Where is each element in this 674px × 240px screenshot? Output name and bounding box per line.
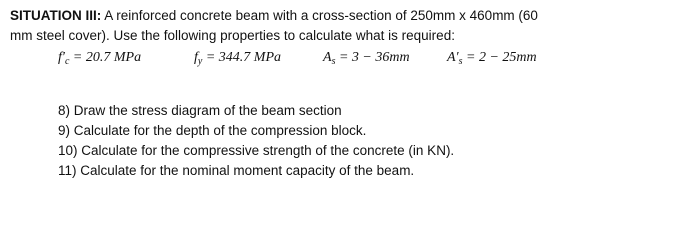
situation-label: SITUATION III: — [10, 8, 102, 23]
question-number: 8) — [58, 103, 71, 118]
intro-line-2: mm steel cover). Use the following properties to calculate what is required: — [10, 28, 455, 43]
property-as-symbol: A — [323, 50, 332, 65]
question-number: 9) — [58, 123, 71, 138]
problem-statement — [10, 6, 664, 46]
property-fc-symbol: f′ — [58, 50, 65, 65]
property-fc-subscript: c — [64, 56, 70, 67]
question-item — [58, 101, 454, 121]
property-as-subscript: s — [331, 56, 336, 67]
property-fy-subscript: y — [197, 56, 203, 67]
question-item — [58, 161, 454, 181]
question-text: Calculate for the compressive strength of the concrete (in KN). — [77, 143, 455, 158]
question-number: 11) — [58, 163, 77, 178]
property-as-prime — [447, 48, 537, 68]
intro-text-1: A reinforced concrete beam with a cross-section of 250mm x 460mm (60 — [101, 8, 538, 23]
property-fy-symbol: f — [194, 50, 198, 65]
question-item — [58, 121, 454, 141]
property-fc-value: = 20.7 MPa — [69, 50, 142, 65]
property-as-prime-subscript: s — [458, 56, 463, 67]
property-fy — [194, 48, 281, 68]
property-as-value: = 3 − 36mm — [335, 50, 410, 65]
question-list — [58, 101, 454, 181]
given-properties — [58, 48, 618, 68]
question-number: 10) — [58, 143, 78, 158]
intro-line-1 — [10, 6, 664, 26]
property-fc — [58, 48, 141, 68]
question-item — [58, 141, 454, 161]
question-text: Calculate for the nominal moment capacity of the beam. — [76, 163, 415, 178]
property-as-prime-symbol: A′ — [447, 50, 459, 65]
property-as-prime-value: = 2 − 25mm — [462, 50, 537, 65]
question-text: Draw the stress diagram of the beam section — [70, 103, 342, 118]
property-as — [323, 48, 410, 68]
property-fy-value: = 344.7 MPa — [202, 50, 282, 65]
question-text: Calculate for the depth of the compression block. — [70, 123, 367, 138]
